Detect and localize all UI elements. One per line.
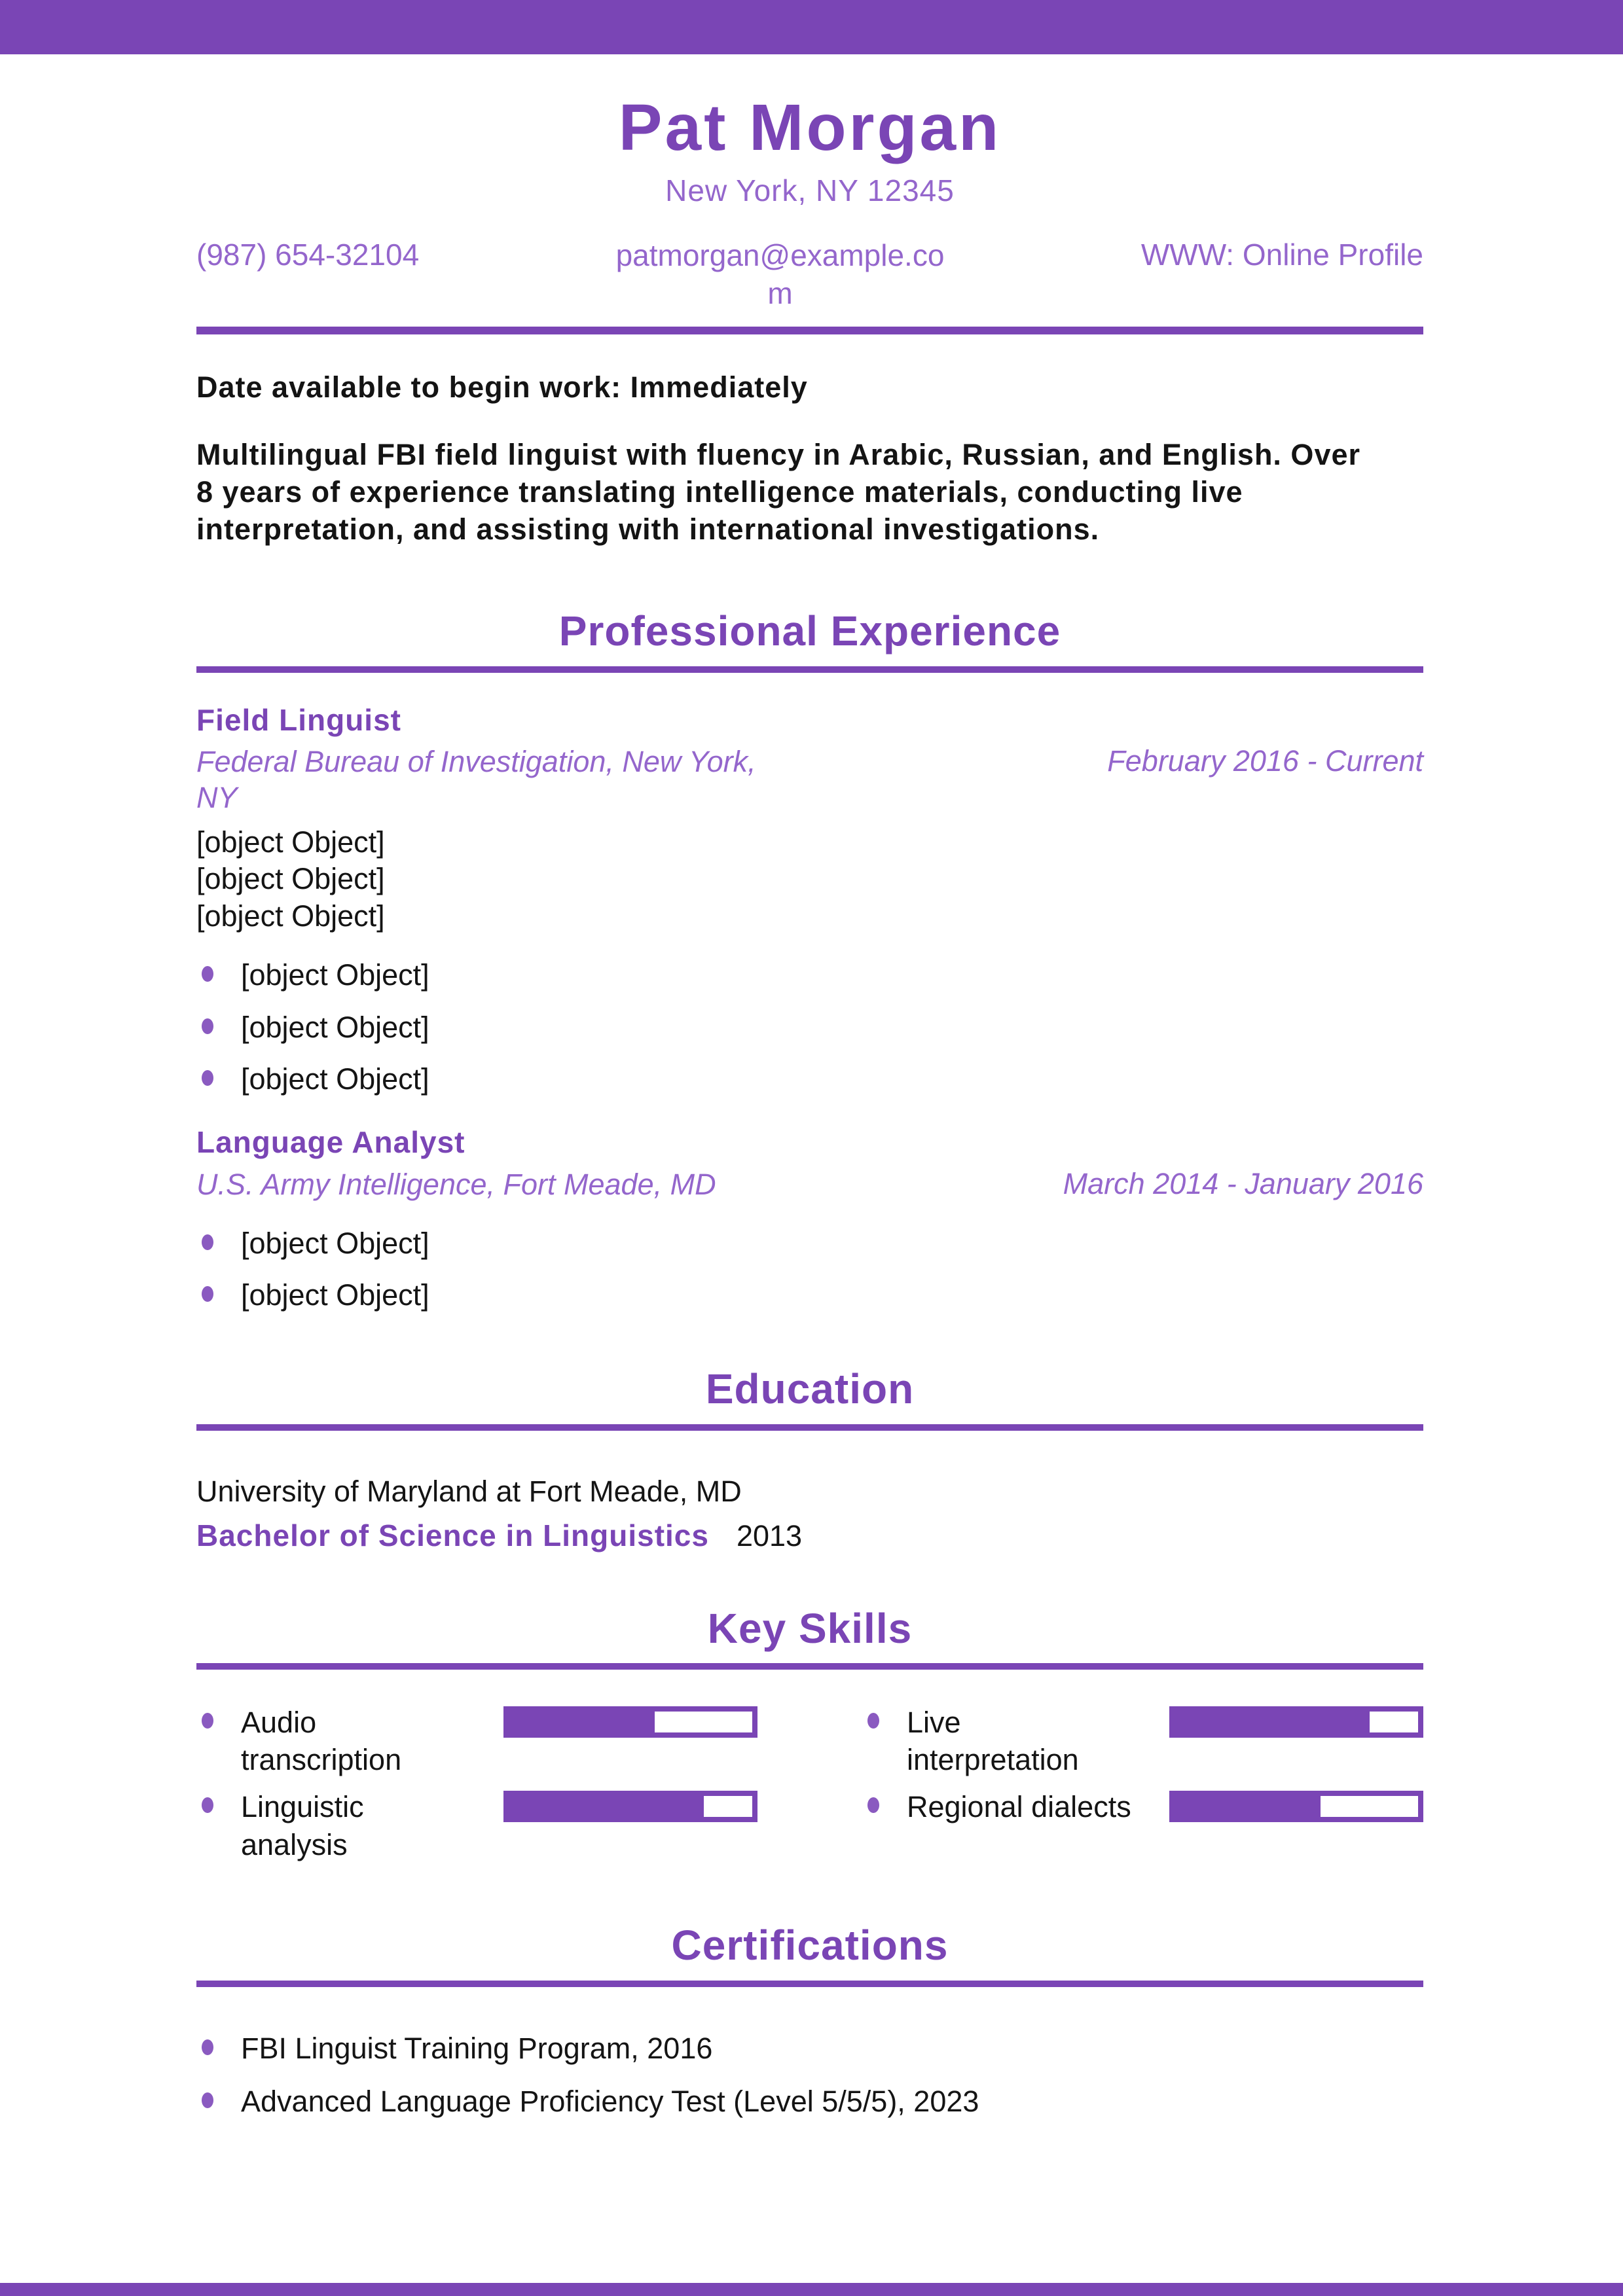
job-bullet-text: [object Object]: [241, 1278, 429, 1312]
top-accent-bar: [0, 0, 1623, 54]
skill-label-wrap: [862, 1704, 1150, 1779]
job-detail-line: [object Object]: [196, 825, 385, 859]
job-bullet: [196, 1061, 1423, 1098]
bullet-icon: [202, 2039, 213, 2055]
skill-label: Live interpretation: [907, 1705, 1079, 1777]
skill-label-wrap: [196, 1788, 484, 1863]
section-title-education: Education: [705, 1365, 915, 1413]
summary-paragraph: Multilingual FBI field linguist with fluency in Arabic, Russian, and English. Over 8 years of experience translating intelligence materials, conducting live interpretation, and assisting with international investigations.: [196, 438, 1361, 547]
header-divider: [196, 327, 1423, 334]
email-link[interactable]: patmorgan@example.com: [615, 238, 945, 310]
job-entry: [196, 1124, 1423, 1314]
resume-content: [0, 92, 1623, 2120]
certification-list: [196, 2030, 1423, 2121]
bullet-icon: [202, 1797, 213, 1813]
job-bullet: [196, 1225, 1423, 1262]
skill-level-bar: [1169, 1791, 1423, 1822]
job-bullet: [196, 957, 1423, 994]
skill-item: [862, 1788, 1423, 1863]
skill-label: Regional dialects: [907, 1790, 1131, 1824]
job-bullet-text: [object Object]: [241, 1010, 429, 1044]
skill-item: [196, 1704, 757, 1779]
bullet-icon: [202, 966, 213, 982]
job-dates: February 2016 - Current: [1107, 744, 1423, 778]
degree-name: Bachelor of Science in Linguistics: [196, 1518, 709, 1552]
school-name: University of Maryland at Fort Meade, MD: [196, 1474, 742, 1508]
job-bullet: [196, 1009, 1423, 1046]
job-dates: March 2014 - January 2016: [1063, 1166, 1423, 1200]
bullet-icon: [202, 1070, 213, 1086]
job-bullet-text: [object Object]: [241, 1062, 429, 1096]
contact-row: [196, 237, 1423, 312]
bullet-icon: [202, 1234, 213, 1250]
job-meta-row: [196, 1167, 1423, 1203]
job-title: Language Analyst: [196, 1125, 465, 1160]
bullet-icon: [202, 1286, 213, 1302]
skill-level-fill: [509, 1712, 655, 1732]
skills-grid: [196, 1704, 1423, 1863]
certification-text: FBI Linguist Training Program, 2016: [241, 2031, 713, 2065]
certification-text: Advanced Language Proficiency Test (Level 5/5/5), 2023: [241, 2085, 979, 2119]
job-company: Federal Bureau of Investigation, New York, NY: [196, 745, 756, 815]
skill-level-fill: [509, 1796, 704, 1817]
skill-item: [196, 1788, 757, 1863]
page-title: Pat Morgan: [618, 91, 1002, 164]
skill-label: Linguistic analysis: [241, 1790, 364, 1861]
bottom-accent-bar: [0, 2283, 1623, 2296]
job-company: U.S. Army Intelligence, Fort Meade, MD: [196, 1167, 716, 1201]
job-title: Field Linguist: [196, 702, 401, 737]
bullet-icon: [202, 1018, 213, 1034]
job-details: [196, 824, 1423, 935]
degree-row: [196, 1518, 1423, 1553]
section-title-skills: Key Skills: [707, 1604, 913, 1652]
job-bullet-text: [object Object]: [241, 1226, 429, 1260]
section-rule-education: [196, 1424, 1423, 1431]
job-bullet-list: [196, 1225, 1423, 1314]
job-entry: [196, 702, 1423, 1098]
skill-level-bar: [1169, 1706, 1423, 1738]
job-bullet: [196, 1277, 1423, 1314]
bullet-icon: [202, 1713, 213, 1729]
availability-line: Date available to begin work: Immediately: [196, 370, 808, 404]
graduation-year: 2013: [736, 1518, 803, 1552]
section-rule-certifications: [196, 1981, 1423, 1987]
bullet-icon: [867, 1713, 879, 1729]
job-bullet-list: [196, 957, 1423, 1098]
skill-item: [862, 1704, 1423, 1779]
skill-level-fill: [1175, 1712, 1370, 1732]
bullet-icon: [867, 1797, 879, 1813]
job-bullet-text: [object Object]: [241, 958, 429, 992]
experience-list: [196, 702, 1423, 1314]
section-rule-experience: [196, 666, 1423, 673]
phone-number: (987) 654-32104: [196, 238, 420, 272]
job-detail-line: [object Object]: [196, 899, 385, 933]
skill-level-fill: [1175, 1796, 1321, 1817]
section-title-certifications: Certifications: [671, 1922, 949, 1969]
skill-level-bar: [503, 1791, 757, 1822]
skill-label-wrap: [196, 1704, 484, 1779]
job-meta-row: [196, 744, 1423, 816]
certification-item: [196, 2030, 1423, 2067]
website-link[interactable]: WWW: Online Profile: [1140, 238, 1423, 272]
bullet-icon: [202, 2092, 213, 2108]
section-title-experience: Professional Experience: [558, 607, 1061, 655]
skill-level-bar: [503, 1706, 757, 1738]
certification-item: [196, 2083, 1423, 2120]
skill-label-wrap: [862, 1788, 1150, 1826]
skill-label: Audio transcription: [241, 1705, 402, 1777]
job-detail-line: [object Object]: [196, 862, 385, 896]
section-rule-skills: [196, 1663, 1423, 1670]
location-line: New York, NY 12345: [665, 173, 955, 207]
